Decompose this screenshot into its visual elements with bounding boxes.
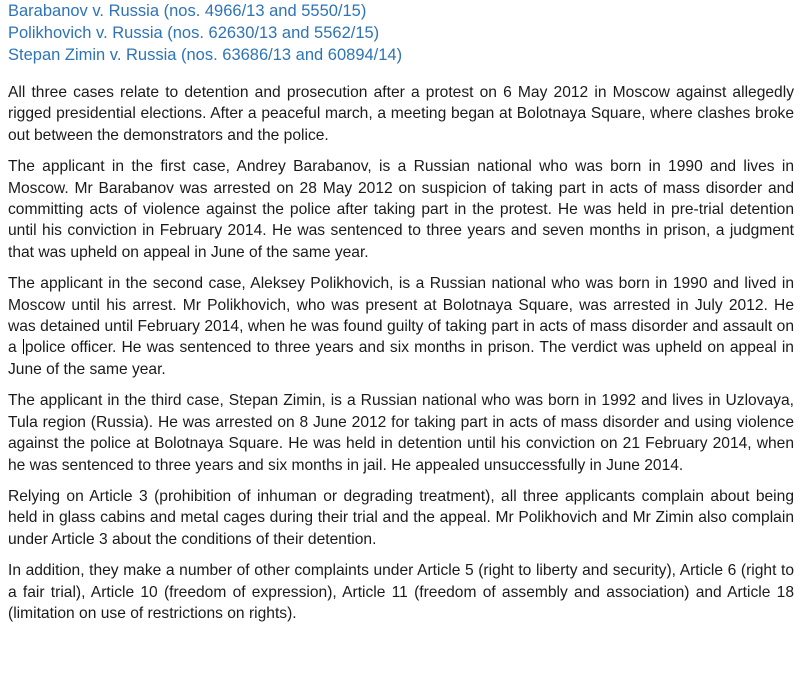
paragraph-other-complaints: In addition, they make a number of other complaints under Article 5 (right to liberty and security), Article 6 (right to a fair trial), Article 10 (freedom of expression), Article 11 (freedom of assembly and association) and Article 18 (limitation on use of restrictions on rights).	[8, 562, 794, 622]
paragraph-second-case-text-end: police officer. He was sentenced to three years and six months in prison. The verdict was upheld on appeal in June of the same year.	[8, 339, 794, 378]
text-cursor	[23, 339, 24, 354]
paragraph-third-case: The applicant in the third case, Stepan Zimin, is a Russian national who was born in 1992 and lives in Uzlovaya, Tula region (Russia). He was arrested on 8 June 2012 for taking part in acts of mass disorder and using violence against the police at Bolotnaya Square. He was held in detention until his conviction on 21 February 2014, when he was sentenced to three years and six months in jail. He appealed unsuccessfully in June 2014.	[8, 392, 794, 474]
paragraph-first-case: The applicant in the first case, Andrey Barabanov, is a Russian national who was born in 1990 and lives in Moscow. Mr Barabanov was arrested on 28 May 2012 on suspicion of taking part in acts of mass disorder and committing acts of violence against the police after taking part in the protest. He was held in pre-trial detention until his conviction in February 2014. He was sentenced to three years and seven months in prison, a judgment that was upheld on appeal in June of the same year.	[8, 158, 794, 261]
paragraph-article-3: Relying on Article 3 (prohibition of inhuman or degrading treatment), all three applicants complain about being held in glass cabins and metal cages during their trial and the appeal. Mr Polikhovich and Mr Zimin also complain under Article 3 about the conditions of their detention.	[8, 487, 794, 548]
paragraph-second-case[interactable]	[8, 273, 794, 380]
document-page	[8, 0, 794, 634]
case-heading-polikhovich: Polikhovich v. Russia (nos. 62630/13 and 5562/15)	[8, 24, 380, 42]
case-heading-barabanov: Barabanov v. Russia (nos. 4966/13 and 5550/15)	[8, 2, 367, 20]
paragraph-background: All three cases relate to detention and prosecution after a protest on 6 May 2012 in Moscow against allegedly rigged presidential elections. After a peaceful march, a meeting began at Bolotnaya Square, where clashes broke out between the demonstrators and the police.	[8, 84, 794, 144]
case-headings	[8, 0, 794, 66]
case-heading-zimin: Stepan Zimin v. Russia (nos. 63686/13 and 60894/14)	[8, 46, 403, 64]
paragraph-second-case-text-start: The applicant in the second case, Aleksey Polikhovich, is a Russian national who was born in 1990 and lived in Moscow until his arrest. Mr Polikhovich, who was present at Bolotnaya Square, was arrested in July 2012. He was detained until February 2014, when he was found guilty of taking part in acts of mass disorder and assault on a	[8, 275, 794, 357]
